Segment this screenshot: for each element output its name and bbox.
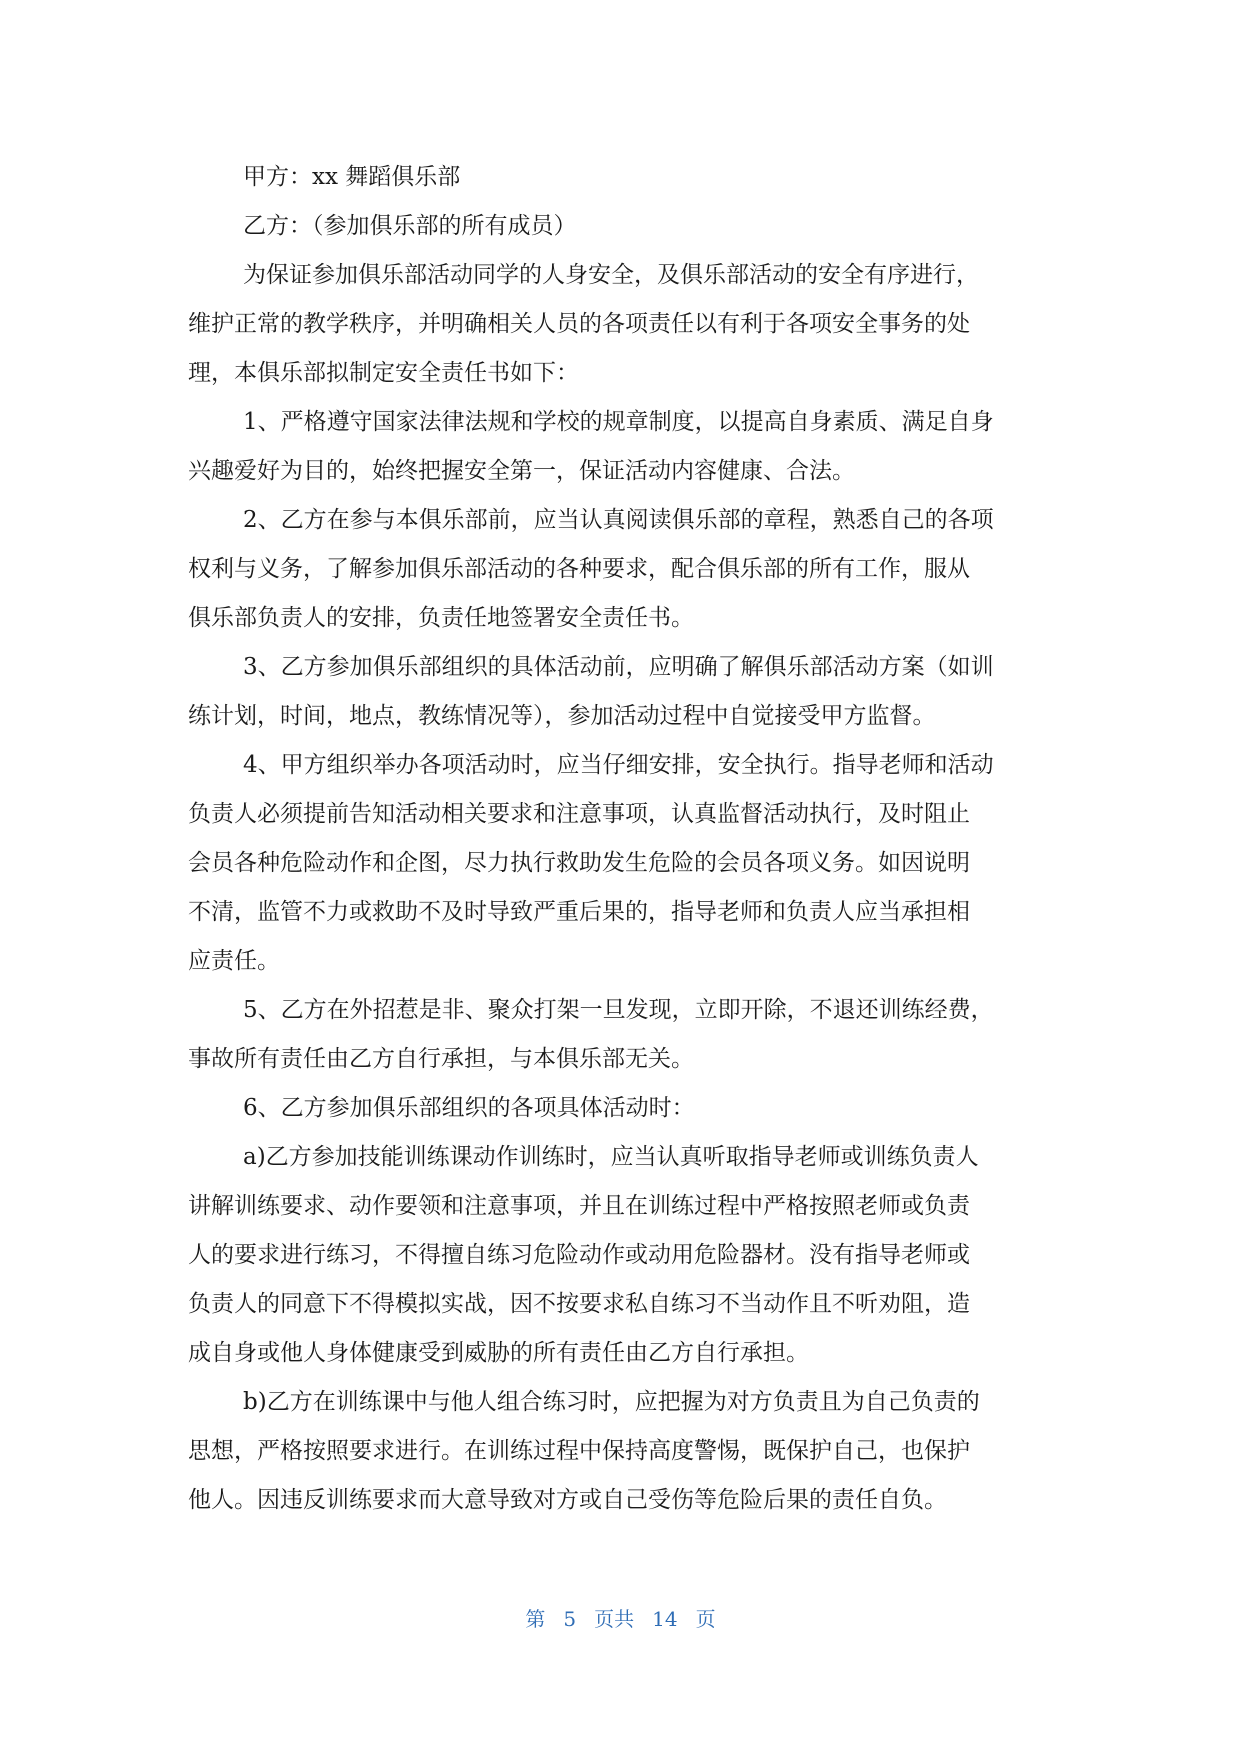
document-line: 4、甲方组织举办各项活动时，应当仔细安排，安全执行。指导老师和活动 — [243, 752, 994, 778]
document-line: 为保证参加俱乐部活动同学的人身安全，及俱乐部活动的安全有序进行， — [243, 262, 979, 288]
document-line: 人的要求进行练习，不得擅自练习危险动作或动用危险器材。没有指导老师或 — [188, 1242, 970, 1268]
document-line: 1、严格遵守国家法律法规和学校的规章制度，以提高自身素质、满足自身 — [243, 409, 994, 435]
document-line: 不清，监管不力或救助不及时导致严重后果的，指导老师和负责人应当承担相 — [188, 899, 970, 925]
document-line: 讲解训练要求、动作要领和注意事项，并且在训练过程中严格按照老师或负责 — [188, 1193, 970, 1219]
document-line: 3、乙方参加俱乐部组织的具体活动前，应明确了解俱乐部活动方案（如训 — [243, 654, 994, 680]
document-line: b)乙方在训练课中与他人组合练习时，应把握为对方负责且为自己负责的 — [243, 1389, 980, 1415]
footer-current-page: 5 — [563, 1607, 577, 1631]
document-line: 他人。因违反训练要求而大意导致对方或自己受伤等危险后果的责任自负。 — [188, 1487, 947, 1513]
document-line: 成自身或他人身体健康受到威胁的所有责任由乙方自行承担。 — [188, 1340, 809, 1366]
document-line: 应责任。 — [188, 948, 280, 974]
document-line: 练计划，时间，地点，教练情况等），参加活动过程中自觉接受甲方监督。 — [188, 703, 936, 729]
document-line: 俱乐部负责人的安排，负责任地签署安全责任书。 — [188, 605, 694, 631]
document-line: 6、乙方参加俱乐部组织的各项具体活动时： — [243, 1095, 695, 1121]
footer-middle: 页共 — [594, 1607, 635, 1631]
footer-prefix: 第 — [525, 1607, 546, 1631]
document-line: a)乙方参加技能训练课动作训练时，应当认真听取指导老师或训练负责人 — [243, 1144, 979, 1170]
document-line: 事故所有责任由乙方自行承担，与本俱乐部无关。 — [188, 1046, 694, 1072]
document-line: 兴趣爱好为目的，始终把握安全第一，保证活动内容健康、合法。 — [188, 458, 855, 484]
footer-suffix: 页 — [695, 1607, 716, 1631]
document-body — [188, 153, 1060, 1525]
document-line: 2、乙方在参与本俱乐部前，应当认真阅读俱乐部的章程，熟悉自己的各项 — [243, 507, 994, 533]
document-line: 甲方：xx 舞蹈俱乐部 — [243, 164, 461, 190]
document-line: 理，本俱乐部拟制定安全责任书如下： — [188, 360, 579, 386]
document-line: 负责人必须提前告知活动相关要求和注意事项，认真监督活动执行，及时阻止 — [188, 801, 970, 827]
document-line: 会员各种危险动作和企图，尽力执行救助发生危险的会员各项义务。如因说明 — [188, 850, 970, 876]
document-line: 5、乙方在外招惹是非、聚众打架一旦发现，立即开除，不退还训练经费， — [243, 997, 994, 1023]
page-footer — [0, 1603, 1241, 1632]
footer-total-pages: 14 — [652, 1607, 678, 1631]
document-line: 思想，严格按照要求进行。在训练过程中保持高度警惕，既保护自己，也保护 — [188, 1438, 970, 1464]
document-line: 乙方：（参加俱乐部的所有成员） — [243, 213, 577, 239]
document-line: 负责人的同意下不得模拟实战，因不按要求私自练习不当动作且不听劝阻，造 — [188, 1291, 970, 1317]
document-line: 维护正常的教学秩序，并明确相关人员的各项责任以有利于各项安全事务的处 — [188, 311, 970, 337]
document-line: 权利与义务，了解参加俱乐部活动的各种要求，配合俱乐部的所有工作，服从 — [188, 556, 970, 582]
